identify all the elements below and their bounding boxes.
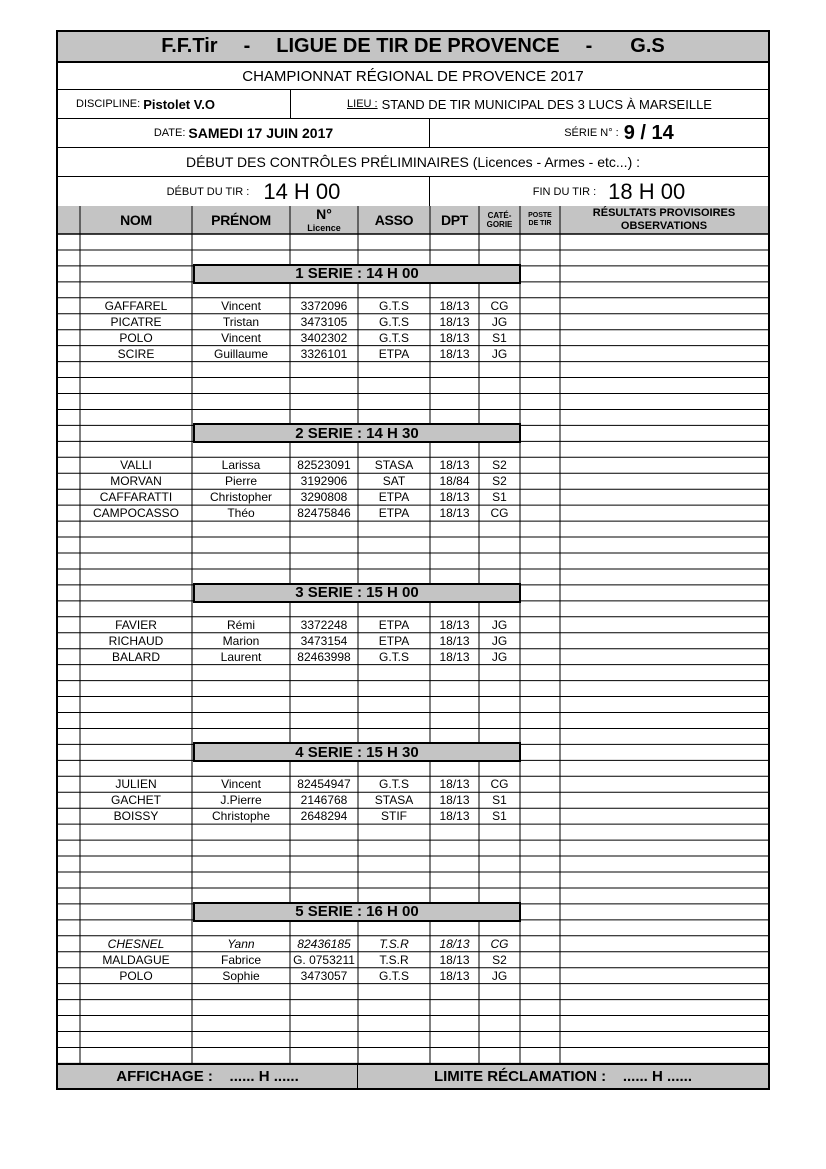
cell-dpt: 18/13 [439,506,470,521]
cell-cat: CG [490,777,509,792]
cell-nom: GAFFAREL [104,298,168,313]
cell-cat: JG [491,649,508,664]
cell-cat: S1 [492,809,507,824]
cell-asso: ETPA [378,633,410,648]
cell-prenom: Christopher [209,490,273,505]
cell-nom: SCIRE [117,346,155,361]
col-header-prenom: PRÉNOM [211,212,271,228]
cell-licence: 3473154 [300,633,348,648]
cell-asso: T.S.R [379,936,409,951]
cell-asso: T.S.R [379,952,409,967]
cell-prenom: Fabrice [220,952,261,967]
cell-prenom: Christophe [211,809,271,824]
cell-cat: JG [491,633,508,648]
poste-top: POSTE [528,211,552,219]
col-header-resultats [560,206,768,234]
date-cell [56,118,430,148]
cell-dpt: 18/13 [439,490,470,505]
limite-text: LIMITE RÉCLAMATION : ...... H ...... [433,1068,693,1085]
cell-asso: STIF [381,809,407,824]
cell-prenom: Sophie [222,968,260,983]
cell-licence: G. 0753211 [293,952,355,967]
cell-prenom: Rémi [226,617,255,632]
cell-asso: SAT [382,474,406,489]
licence-num-label: N° [316,206,332,222]
date-label: DATE: [153,127,186,139]
cell-prenom: Marion [222,633,260,648]
serie-label: SÉRIE N° : [564,127,619,139]
cell-licence: 3290808 [300,490,348,505]
series-title: 5 SERIE : 16 H 00 [193,902,521,922]
cell-cat: JG [491,314,508,329]
cell-nom: BOISSY [113,809,159,824]
cell-nom: RICHAUD [108,633,164,648]
cell-nom: CAMPOCASSO [92,506,179,521]
cell-cat: S1 [492,793,507,808]
series-title: 3 SERIE : 15 H 00 [193,583,521,603]
cell-nom: CAFFARATTI [99,490,173,505]
cell-asso: ETPA [378,346,410,361]
cell-licence: 3192906 [300,474,348,489]
cell-nom: FAVIER [115,617,157,632]
series-title: 1 SERIE : 14 H 00 [193,264,521,284]
cell-licence: 2648294 [300,809,348,824]
title-dash: - [585,35,593,57]
discipline-cell [56,89,291,119]
title-left: F.F.Tir [161,35,218,57]
championship-title: CHAMPIONNAT RÉGIONAL DE PROVENCE 2017 [242,67,584,85]
debut-cell [56,176,430,207]
cell-prenom: Yann [227,936,255,951]
fin-value: 18 H 00 [608,178,686,204]
cell-prenom: Vincent [221,777,261,792]
cell-prenom: Pierre [224,474,257,489]
cell-dpt: 18/84 [439,474,470,489]
championship-row [56,62,770,90]
cell-dpt: 18/13 [439,777,470,792]
poste-bottom: DE TIR [528,220,552,227]
footer-limite [357,1063,770,1090]
cell-nom: BALARD [111,649,161,664]
cell-licence: 3402302 [300,330,348,345]
debut-value: 14 H 00 [263,178,341,204]
cell-licence: 82436185 [297,936,351,951]
serie-cell [429,118,770,148]
cell-cat: S2 [492,952,507,967]
cell-prenom: J.Pierre [220,793,262,808]
cell-asso: G.T.S [378,968,409,983]
cell-cat: S2 [492,474,507,489]
cell-dpt: 18/13 [439,346,470,361]
cell-asso: G.T.S [378,330,409,345]
cell-asso: G.T.S [378,298,409,313]
col-header-dpt: DPT [440,212,469,228]
title-right: G.S [630,35,665,57]
cell-nom: CHESNEL [107,936,165,951]
cell-licence: 82523091 [297,458,351,473]
cell-dpt: 18/13 [439,298,470,313]
title-bar [56,30,770,63]
cell-cat: S1 [492,330,507,345]
cell-prenom: Vincent [221,330,261,345]
cell-dpt: 18/13 [439,330,470,345]
lieu-cell [290,89,770,119]
cell-prenom: Laurent [220,649,262,664]
cell-cat: CG [490,936,509,951]
lieu-value: STAND DE TIR MUNICIPAL DES 3 LUCS À MARSEILLE [381,96,712,112]
cell-licence: 2146768 [300,793,348,808]
fin-cell [429,176,770,207]
cell-cat: S1 [492,490,507,505]
cell-dpt: 18/13 [439,649,470,664]
cell-prenom: Guillaume [213,346,269,361]
cell-dpt: 18/13 [439,968,470,983]
cell-cat: JG [491,346,508,361]
cell-dpt: 18/13 [439,793,470,808]
col-header-nom: NOM [120,212,152,228]
resultats-top: RÉSULTATS PROVISOIRES [592,206,736,219]
discipline-value: Pistolet V.O [143,96,215,112]
cell-nom: PICATRE [110,314,162,329]
lieu-label: LIEU : [347,98,378,110]
categorie-top: CATÉ- [487,210,512,220]
cell-nom: JULIEN [115,777,157,792]
serie-value: 9 / 14 [623,121,674,144]
cell-prenom: Vincent [221,298,261,313]
controles-text: DÉBUT DES CONTRÔLES PRÉLIMINAIRES (Licences - Armes - etc...) : [185,154,641,170]
col-header-asso: ASSO [374,212,414,228]
col-header-poste [520,206,560,234]
series-title: 2 SERIE : 14 H 30 [193,423,521,443]
cell-cat: CG [490,298,509,313]
cell-prenom: Théo [227,506,255,521]
cell-asso: ETPA [378,490,410,505]
col-header-categorie [479,206,520,234]
cell-cat: JG [491,617,508,632]
cell-cat: S2 [492,458,507,473]
categorie-bottom: GORIE [486,220,513,229]
debut-label: DÉBUT DU TIR : [166,185,250,198]
cell-asso: ETPA [378,506,410,521]
title-center: LIGUE DE TIR DE PROVENCE [276,35,560,57]
resultats-bottom: OBSERVATIONS [620,220,708,232]
cell-nom: POLO [119,330,153,345]
cell-licence: 3473057 [300,968,348,983]
cell-cat: JG [491,968,508,983]
cell-licence: 3372096 [300,298,348,313]
cell-dpt: 18/13 [439,809,470,824]
cell-dpt: 18/13 [439,936,470,951]
cell-dpt: 18/13 [439,314,470,329]
cell-asso: G.T.S [378,777,409,792]
title-dash: - [243,35,251,57]
date-value: SAMEDI 17 JUIN 2017 [188,125,334,141]
cell-asso: STASA [374,793,414,808]
fin-label: FIN DU TIR : [532,185,597,198]
cell-dpt: 18/13 [439,458,470,473]
cell-cat: CG [490,506,509,521]
cell-nom: GACHET [110,793,161,808]
controles-row [56,147,770,177]
licence-label: Licence [307,223,341,233]
shooters-table [56,206,770,1064]
cell-asso: G.T.S [378,649,409,664]
footer-affichage [56,1063,358,1090]
cell-prenom: Tristan [222,314,260,329]
cell-dpt: 18/13 [439,617,470,632]
col-header-licence [290,206,358,234]
cell-licence: 82463998 [297,649,351,664]
cell-asso: STASA [374,458,414,473]
cell-dpt: 18/13 [439,633,470,648]
cell-nom: POLO [119,968,153,983]
cell-licence: 3473105 [300,314,348,329]
cell-licence: 82454947 [297,777,351,792]
cell-nom: MORVAN [110,474,162,489]
discipline-label: DISCIPLINE: [76,98,141,110]
cell-licence: 3326101 [300,346,348,361]
series-title: 4 SERIE : 15 H 30 [193,742,521,762]
cell-nom: VALLI [120,458,152,473]
cell-licence: 82475846 [297,506,351,521]
affichage-text: AFFICHAGE : ...... H ...... [116,1068,299,1085]
cell-asso: G.T.S [378,314,409,329]
cell-asso: ETPA [378,617,410,632]
cell-dpt: 18/13 [439,952,470,967]
cell-prenom: Larissa [221,458,261,473]
cell-licence: 3372248 [300,617,348,632]
cell-nom: MALDAGUE [102,952,170,967]
